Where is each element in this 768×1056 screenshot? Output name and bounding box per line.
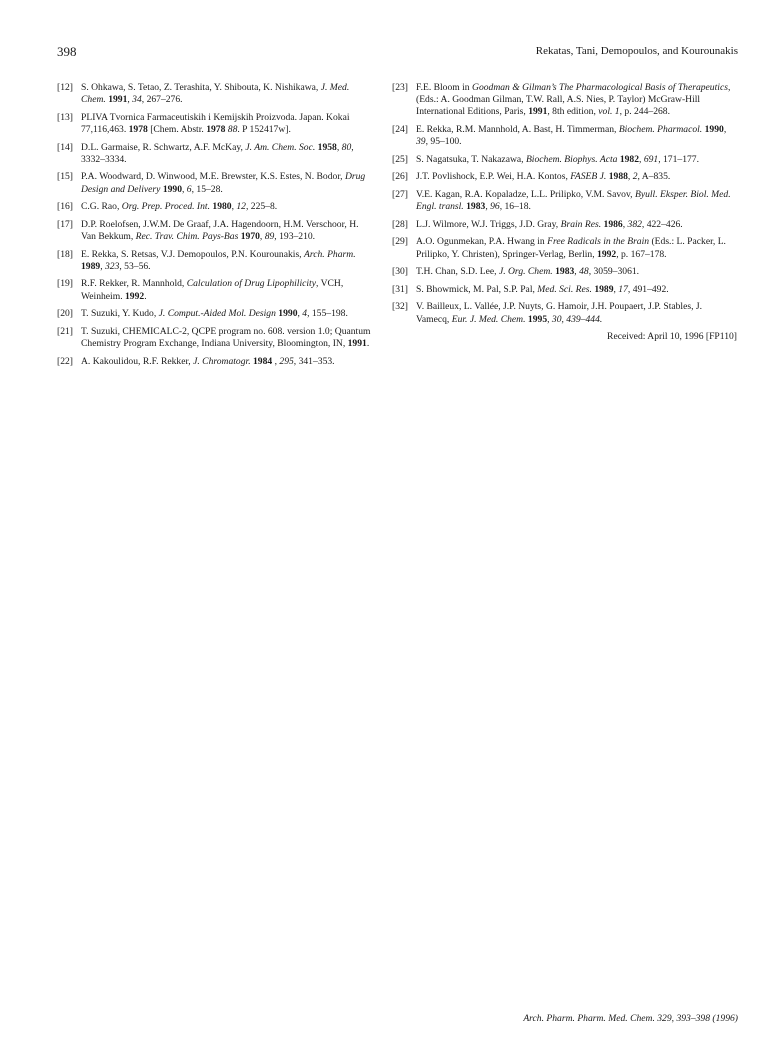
- reference-number: [32]: [392, 301, 408, 313]
- reference-number: [17]: [57, 218, 73, 230]
- reference-text: S. Ohkawa, S. Tetao, Z. Terashita, Y. Shibouta, K. Nishikawa, J. Med. Chem. 1991, 34, 267–276.: [81, 82, 350, 106]
- reference-item: [392, 301, 737, 325]
- reference-text: S. Nagatsuka, T. Nakazawa, Biochem. Biophys. Acta 1982, 691, 171–177.: [416, 153, 699, 165]
- reference-number: [18]: [57, 248, 73, 260]
- reference-text: C.G. Rao, Org. Prep. Proced. Int. 1980, 12, 225–8.: [81, 201, 278, 213]
- reference-text: V. Bailleux, L. Vallée, J.P. Nuyts, G. Hamoir, J.H. Poupaert, J.P. Stables, J. Vamecq, Eur. J. Med. Chem. 1995, 30, 439–444.: [416, 301, 703, 325]
- reference-item: [57, 142, 375, 166]
- reference-item: [392, 124, 737, 148]
- reference-item: [392, 236, 737, 260]
- reference-text: A. Kakoulidou, R.F. Rekker, J. Chromatogr. 1984 , 295, 341–353.: [81, 355, 335, 367]
- reference-number: [19]: [57, 278, 73, 290]
- reference-number: [31]: [392, 283, 408, 295]
- reference-number: [21]: [57, 325, 73, 337]
- reference-text: P.A. Woodward, D. Winwood, M.E. Brewster, K.S. Estes, N. Bodor, Drug Design and Delivery 1990, 6, 15–28.: [81, 171, 366, 195]
- reference-item: [57, 308, 375, 320]
- reference-item: [57, 219, 375, 243]
- reference-number: [27]: [392, 188, 408, 200]
- page-number: 398: [57, 44, 77, 59]
- reference-number: [16]: [57, 201, 73, 213]
- reference-text: J.T. Povlishock, E.P. Wei, H.A. Kontos, FASEB J. 1988, 2, A–835.: [416, 171, 671, 183]
- reference-number: [25]: [392, 153, 408, 165]
- reference-number: [26]: [392, 171, 408, 183]
- page-header: [57, 44, 738, 60]
- reference-number: [22]: [57, 355, 73, 367]
- reference-item: [392, 284, 737, 296]
- reference-text: D.L. Garmaise, R. Schwartz, A.F. McKay, J. Am. Chem. Soc. 1958, 80, 3332–3334.: [81, 141, 354, 165]
- reference-item: [392, 189, 737, 213]
- reference-item: [392, 266, 737, 278]
- reference-text: E. Rekka, S. Retsas, V.J. Demopoulos, P.N. Kourounakis, Arch. Pharm. 1989, 323, 53–56.: [81, 248, 356, 272]
- reference-item: [57, 249, 375, 273]
- reference-item: [57, 171, 375, 195]
- reference-text: A.O. Ogunmekan, P.A. Hwang in Free Radicals in the Brain (Eds.: L. Packer, L. Prilipko, Y. Christen), Springer-Verlag, Berlin, 1992, p. 167–178.: [416, 236, 726, 260]
- reference-number: [12]: [57, 82, 73, 93]
- reference-item: [392, 82, 737, 119]
- references-left-column: [57, 82, 375, 373]
- reference-text: T.H. Chan, S.D. Lee, J. Org. Chem. 1983, 48, 3059–3061.: [416, 266, 640, 278]
- reference-text: R.F. Rekker, R. Mannhold, Calculation of Drug Lipophilicity, VCH, Weinheim. 1992.: [81, 278, 344, 302]
- reference-item: [57, 201, 375, 213]
- reference-text: T. Suzuki, CHEMICALC-2, QCPE program no. 608. version 1.0; Quantum Chemistry Program Exchange, Indiana University, Bloomington, IN, 1991.: [81, 325, 371, 349]
- reference-text: PLIVA Tvornica Farmaceutiskih i Kemijskih Proizvoda. Japan. Kokai 77,116,463. 1978 [Chem. Abstr. 1978 88. P 152417w].: [81, 111, 350, 135]
- reference-item: [392, 219, 737, 231]
- reference-text: V.E. Kagan, R.A. Kopaladze, L.L. Prilipko, V.M. Savov, Byull. Eksper. Biol. Med. Engl. transl. 1983, 96, 16–18.: [416, 188, 731, 213]
- reference-text: E. Rekka, R.M. Mannhold, A. Bast, H. Timmerman, Biochem. Pharmacol. 1990, 39, 95–100.: [416, 124, 727, 148]
- reference-text: F.E. Bloom in Goodman & Gilman’s The Pharmacological Basis of Therapeutics, (Eds.: A. Goodman Gilman, T.W. Rall, A.S. Nies, P. Taylor) McGraw-Hill International Editions, Paris, 1991, 8th edition, vol. 1, p. 244–268.: [416, 82, 731, 118]
- reference-item: [57, 82, 375, 106]
- reference-item: [57, 326, 375, 350]
- reference-number: [29]: [392, 236, 408, 248]
- reference-text: D.P. Roelofsen, J.W.M. De Graaf, J.A. Hagendoorn, H.M. Verschoor, H. Van Bekkum, Rec. Trav. Chim. Pays-Bas 1970, 89, 193–210.: [81, 218, 359, 242]
- reference-text: T. Suzuki, Y. Kudo, J. Comput.-Aided Mol. Design 1990, 4, 155–198.: [81, 308, 348, 320]
- running-head: Rekatas, Tani, Demopoulos, and Kourounakis: [535, 45, 738, 57]
- reference-number: [23]: [392, 82, 408, 93]
- reference-item: [57, 278, 375, 302]
- reference-number: [13]: [57, 111, 73, 123]
- reference-item: [57, 112, 375, 136]
- reference-number: [28]: [392, 218, 408, 230]
- reference-item: [57, 356, 375, 368]
- reference-number: [30]: [392, 266, 408, 278]
- references-right-column: [392, 82, 737, 343]
- reference-item: [392, 171, 737, 183]
- reference-item: [392, 154, 737, 166]
- reference-number: [14]: [57, 141, 73, 153]
- reference-number: [24]: [392, 124, 408, 135]
- reference-number: [15]: [57, 171, 73, 183]
- reference-number: [20]: [57, 308, 73, 320]
- received-line: Received: April 10, 1996 [FP110]: [607, 331, 737, 343]
- journal-footer: Arch. Pharm. Pharm. Med. Chem. 329, 393–398 (1996): [523, 1013, 738, 1024]
- reference-text: S. Bhowmick, M. Pal, S.P. Pal, Med. Sci. Res. 1989, 17, 491–492.: [416, 283, 669, 295]
- reference-text: L.J. Wilmore, W.J. Triggs, J.D. Gray, Brain Res. 1986, 382, 422–426.: [416, 218, 683, 230]
